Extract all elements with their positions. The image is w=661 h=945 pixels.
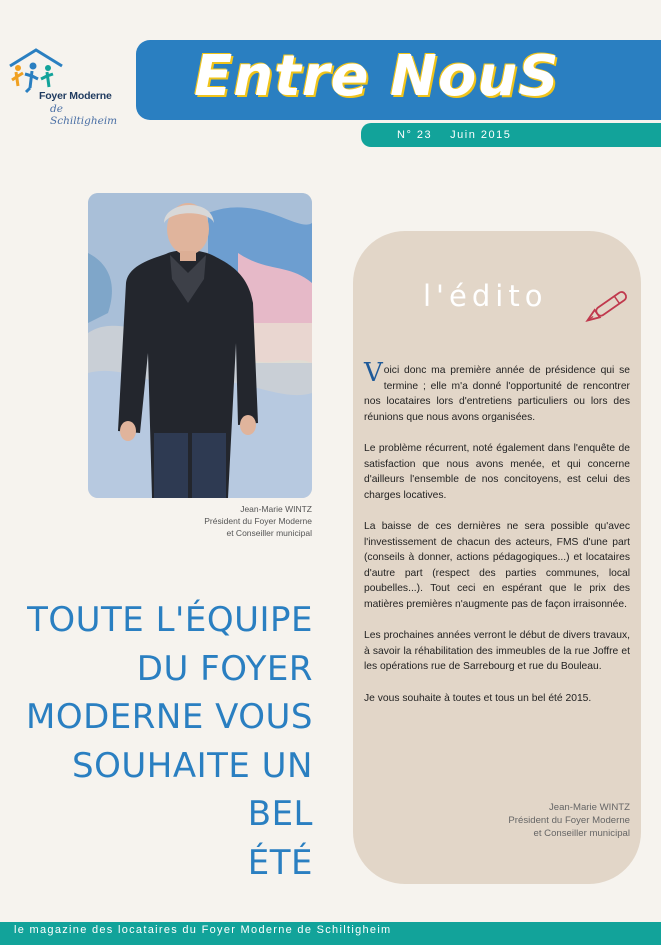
president-photo xyxy=(88,193,312,498)
edito-paragraph: Je vous souhaite à toutes et tous un bel été 2015. xyxy=(364,692,592,704)
headline-line: TOUTE L'ÉQUIPE xyxy=(27,600,313,640)
logo xyxy=(6,46,131,127)
edito-signature xyxy=(508,801,630,840)
edito-paragraph: Les prochaines années verront le début de divers travaux, à savoir la réhabilitation des immeubles de la rue Joffre et les opérations rue de Sarrebourg et rue du Bouleau. xyxy=(364,630,630,672)
logo-name: Foyer Moderne xyxy=(39,90,112,102)
edito-paragraph: Le problème récurrent, noté également dans l'enquête de satisfaction que nous avons menée, et qui concerne d'ailleurs l'ensemble de nos concitoyens, est celui des charges locatives. xyxy=(364,443,630,501)
edito-paragraph: La baisse de ces dernières ne sera possible qu'avec l'investissement de chacun des acteurs, FMS d'une part (conseils à donner, actions pédagogiques...) et locataires d'autre part (respect des parties communes, local poubelles...). Tout ceci en espérant que le prix des matières premières n'augmente pas de façon irraisonnée. xyxy=(364,521,630,610)
caption-role: Président du Foyer Moderne xyxy=(204,516,312,526)
portrait-image xyxy=(88,193,312,498)
fountain-pen-icon xyxy=(581,281,637,331)
headline-line: ÉTÉ xyxy=(247,842,313,883)
footer-bar xyxy=(0,922,661,945)
drop-cap: V xyxy=(364,358,383,388)
signature-role-2: et Conseiller municipal xyxy=(533,828,630,839)
issue-number: N° 23 xyxy=(397,129,433,141)
photo-caption xyxy=(204,503,312,539)
logo-house-icon xyxy=(6,46,66,94)
footer-text: le magazine des locataires du Foyer Moderne de Schiltigheim xyxy=(14,924,392,936)
headline-line: MODERNE VOUS xyxy=(26,697,313,737)
caption-role-2: et Conseiller municipal xyxy=(226,528,312,538)
caption-name: Jean-Marie WINTZ xyxy=(240,504,312,514)
edito-title: l'édito xyxy=(423,279,548,313)
headline xyxy=(3,596,313,887)
header-banner xyxy=(136,40,661,120)
headline-line: DU FOYER xyxy=(136,648,313,689)
edito-text xyxy=(364,358,630,722)
edito-paragraph: Voici donc ma première année de présidence qui se termine ; elle m'a donné l'opportunité de rencontrer nos locataires lors d'entretiens particuliers ou lors des réunions que nous avons organisées. xyxy=(364,358,630,423)
signature-role: Président du Foyer Moderne xyxy=(508,815,630,826)
magazine-title: Entre NouS xyxy=(194,44,560,109)
edito-box xyxy=(353,231,641,884)
issue-date: Juin 2015 xyxy=(450,129,512,141)
issue-bar xyxy=(361,123,661,147)
signature-name: Jean-Marie WINTZ xyxy=(548,802,630,813)
logo-subname: de Schiltigheim xyxy=(50,103,118,127)
headline-line: SOUHAITE UN BEL xyxy=(72,745,313,834)
